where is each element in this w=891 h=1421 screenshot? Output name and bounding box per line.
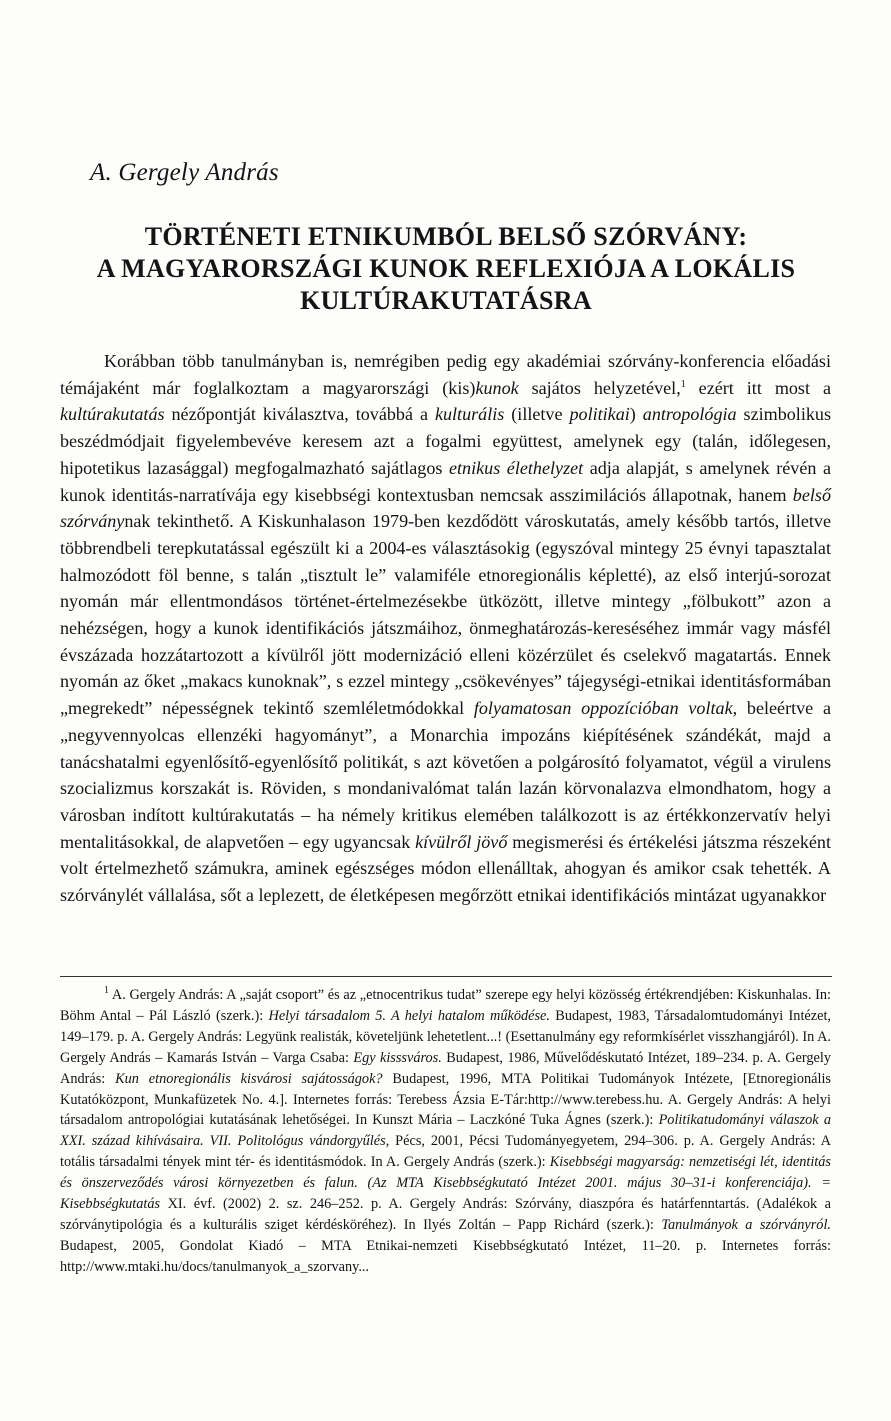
footnote-divider: [60, 976, 832, 977]
page: [58, 0, 834, 1421]
text-run: ): [629, 404, 643, 425]
italic-text: kunok: [475, 377, 519, 398]
text-run: Budapest, 1983, Társadalomtudományi Intézet, 149–179. p. A. Gergely András: Legyünk realisták, követeljünk lehetetlent...! (Esettanulmány egy reformkísérlet visszhangjáról). In A. Gergely András – Kamarás István – Varga Csaba:: [60, 1007, 831, 1066]
italic-text: politikai: [569, 404, 630, 425]
italic-text: kulturális: [434, 404, 505, 425]
italic-text: belső szórvány: [60, 484, 831, 532]
footnote-marker: 1: [104, 985, 109, 997]
text-run: Budapest, 2005, Gondolat Kiadó – MTA Etnikai-nemzeti Kisebbségkutató Intézet, 11–20. p. Internetes forrás: http://www.mtaki.hu/docs/tanulmanyok_a_szorvany...: [60, 1237, 831, 1275]
italic-text: kívülről jövő: [415, 831, 508, 852]
text-run: A. Gergely András: A „saját csoport” és az „etnocentrikus tudat” szerepe egy helyi közösség értékrendjében: Kiskunhalas. In: Böhm Antal – Pál László (szerk.):: [60, 987, 831, 1024]
text-run: , Pécs, 2001, Pécsi Tudományegyetem, 294–306. p. A. Gergely András: A totális társadalmi tények mint tér- és identitásmódok. In A. Gergely András (szerk.):: [60, 1133, 831, 1171]
italic-text: Tanulmányok a szórványról.: [661, 1216, 832, 1233]
italic-text: Kun etnoregionális kisvárosi sajátosságok?: [115, 1070, 383, 1087]
text-run: sajátos helyzetével,: [518, 377, 681, 398]
footnote-paragraph: [60, 985, 831, 1278]
italic-text: kultúrakutatás: [60, 404, 165, 425]
text-run: Korábban több tanulmányban is, nemrégiben pedig egy akadémiai szórvány-konferencia előadási témájaként már foglalkoztam a magyarországi (kis): [60, 351, 831, 398]
text-run: , beleértve a „negyvennyolcas ellenzéki hagyományt”, a Monarchia impozáns kiépítésének szándékát, majd a tanácshatalmi egyenlősítő-egyenlősítő politikát, s azt követően a polgárosító folyamatot, végül a virulens szocializmus korszakát is. Röviden, s mondanivalómat talán lazán körvonalazva elmondhatom, hogy a városban indított kultúrakutatás – ha némely kritikus elemében találkozott is az értékkonzervatív helyi mentalitásokkal, de alapvetően – egy ugyancsak: [60, 698, 831, 852]
article-title: [58, 221, 834, 317]
body-text: [60, 348, 831, 909]
text-run: szimbolikus beszédmódjait figyelembevéve keresem azt a fogalmi együttest, amelynek egy (talán, időlegesen, hipotetikus lazasággal) megfogalmazható sajátlagos: [60, 404, 832, 478]
text-run: adja alapját, s amelynek révén a kunok identitás-narratívája egy kisebbségi kontextusban nemcsak asszimilációs állapotnak, hanem: [60, 457, 832, 505]
text-run: XI. évf. (2002) 2. sz. 246–252. p. A. Gergely András: Szórvány, diaszpóra és határfenntartás. (Adalékok a szórványtipológia és a kulturális sziget kérdésköréhez). In Ilyés Zoltán – Papp Richárd (szerk.):: [60, 1196, 831, 1233]
title-line: A MAGYARORSZÁGI KUNOK REFLEXIÓJA A LOKÁLIS: [96, 254, 796, 283]
text-run: Budapest, 1996, MTA Politikai Tudományok Intézete, [Etnoregionális Kutatóközpont, Munkafüzetek No. 4.]. Internetes forrás: Terebess Ázsia E-Tár:http://www.terebess.hu. A. Gergely András: A helyi társadalom antropológiai kutatásának lehetőségei. In Kunszt Mária – Laczkóné Tuka Ágnes (szerk.):: [60, 1070, 831, 1129]
italic-text: Helyi társadalom 5. A helyi hatalom működése.: [268, 1007, 550, 1024]
text-run: Budapest, 1986, Művelődéskutató Intézet, 189–234. p. A. Gergely András:: [60, 1049, 832, 1087]
italic-text: Egy kisssváros.: [353, 1049, 442, 1066]
text-run: (illetve: [504, 404, 570, 425]
author-name: A. Gergely András: [90, 159, 279, 186]
italic-text: antropológia: [642, 404, 737, 425]
italic-text: folyamatosan oppozícióban voltak: [473, 698, 733, 719]
footnote-marker: 1: [680, 378, 686, 390]
text-run: ezért itt most a: [685, 377, 831, 398]
text-run: nak tekinthető. A Kiskunhalason 1979-ben kezdődött városkutatás, amely később tartós, illetve többrendbeli terepkutatással egészült ki a 2004-es választásokig (egyszóval mintegy 25 évnyi tapasztalat halmozódott föl benne, s talán „tisztult le” valamiféle etnoregionális képletté), az első interjú-sorozat nyomán már ellentmondásos történet-értelmezésekbe ütközött, illetve mintegy „fölbukott” azon a nehézségen, hogy a kunok identifikációs játszmáihoz, önmeghatározás-kereséséhez immár vagy másfél évszázada hozzátartozott a kívülről jött modernizáció elleni közérzület és cselekvő magatartás. Ennek nyomán az őket „makacs kunoknak”, s ezzel mintegy „csökevényes” tájegységi-etnikai identitásformában „megrekedt” népességnek tekintő szemléletmódokkal: [60, 511, 831, 719]
footnote: [60, 985, 831, 1278]
italic-text: Kisebbségi magyarság: nemzetiségi lét, identitás és önszerveződés városi környezetben és falun. (Az MTA Kisebbségkutató Intézet 2001. május 30–31-i konferenciája). = Kisebbségkutatás: [60, 1154, 831, 1213]
text-run: nézőpontját kiválasztva, továbbá a: [164, 404, 435, 425]
text-run: megismerési és értékelési játszma részeként volt értelmezhető számukra, aminek egészséges módon ellenálltak, ahogyan és amikor csak tehették. A szórványlét vállalása, sőt a leplezett, de életképesen megőrzött etnikai identifikációs mintázat ugyanakkor: [60, 831, 832, 906]
title-line: KULTÚRAKUTATÁSRA: [300, 286, 592, 315]
body-paragraph: [60, 348, 831, 909]
italic-text: etnikus élethelyzet: [449, 457, 584, 478]
title-line: TÖRTÉNETI ETNIKUMBÓL BELSŐ SZÓRVÁNY:: [144, 222, 748, 251]
italic-text: Politikatudományi válaszok a XXI. század kihívásaira. VII. Politológus vándorgyűlés: [60, 1112, 832, 1150]
